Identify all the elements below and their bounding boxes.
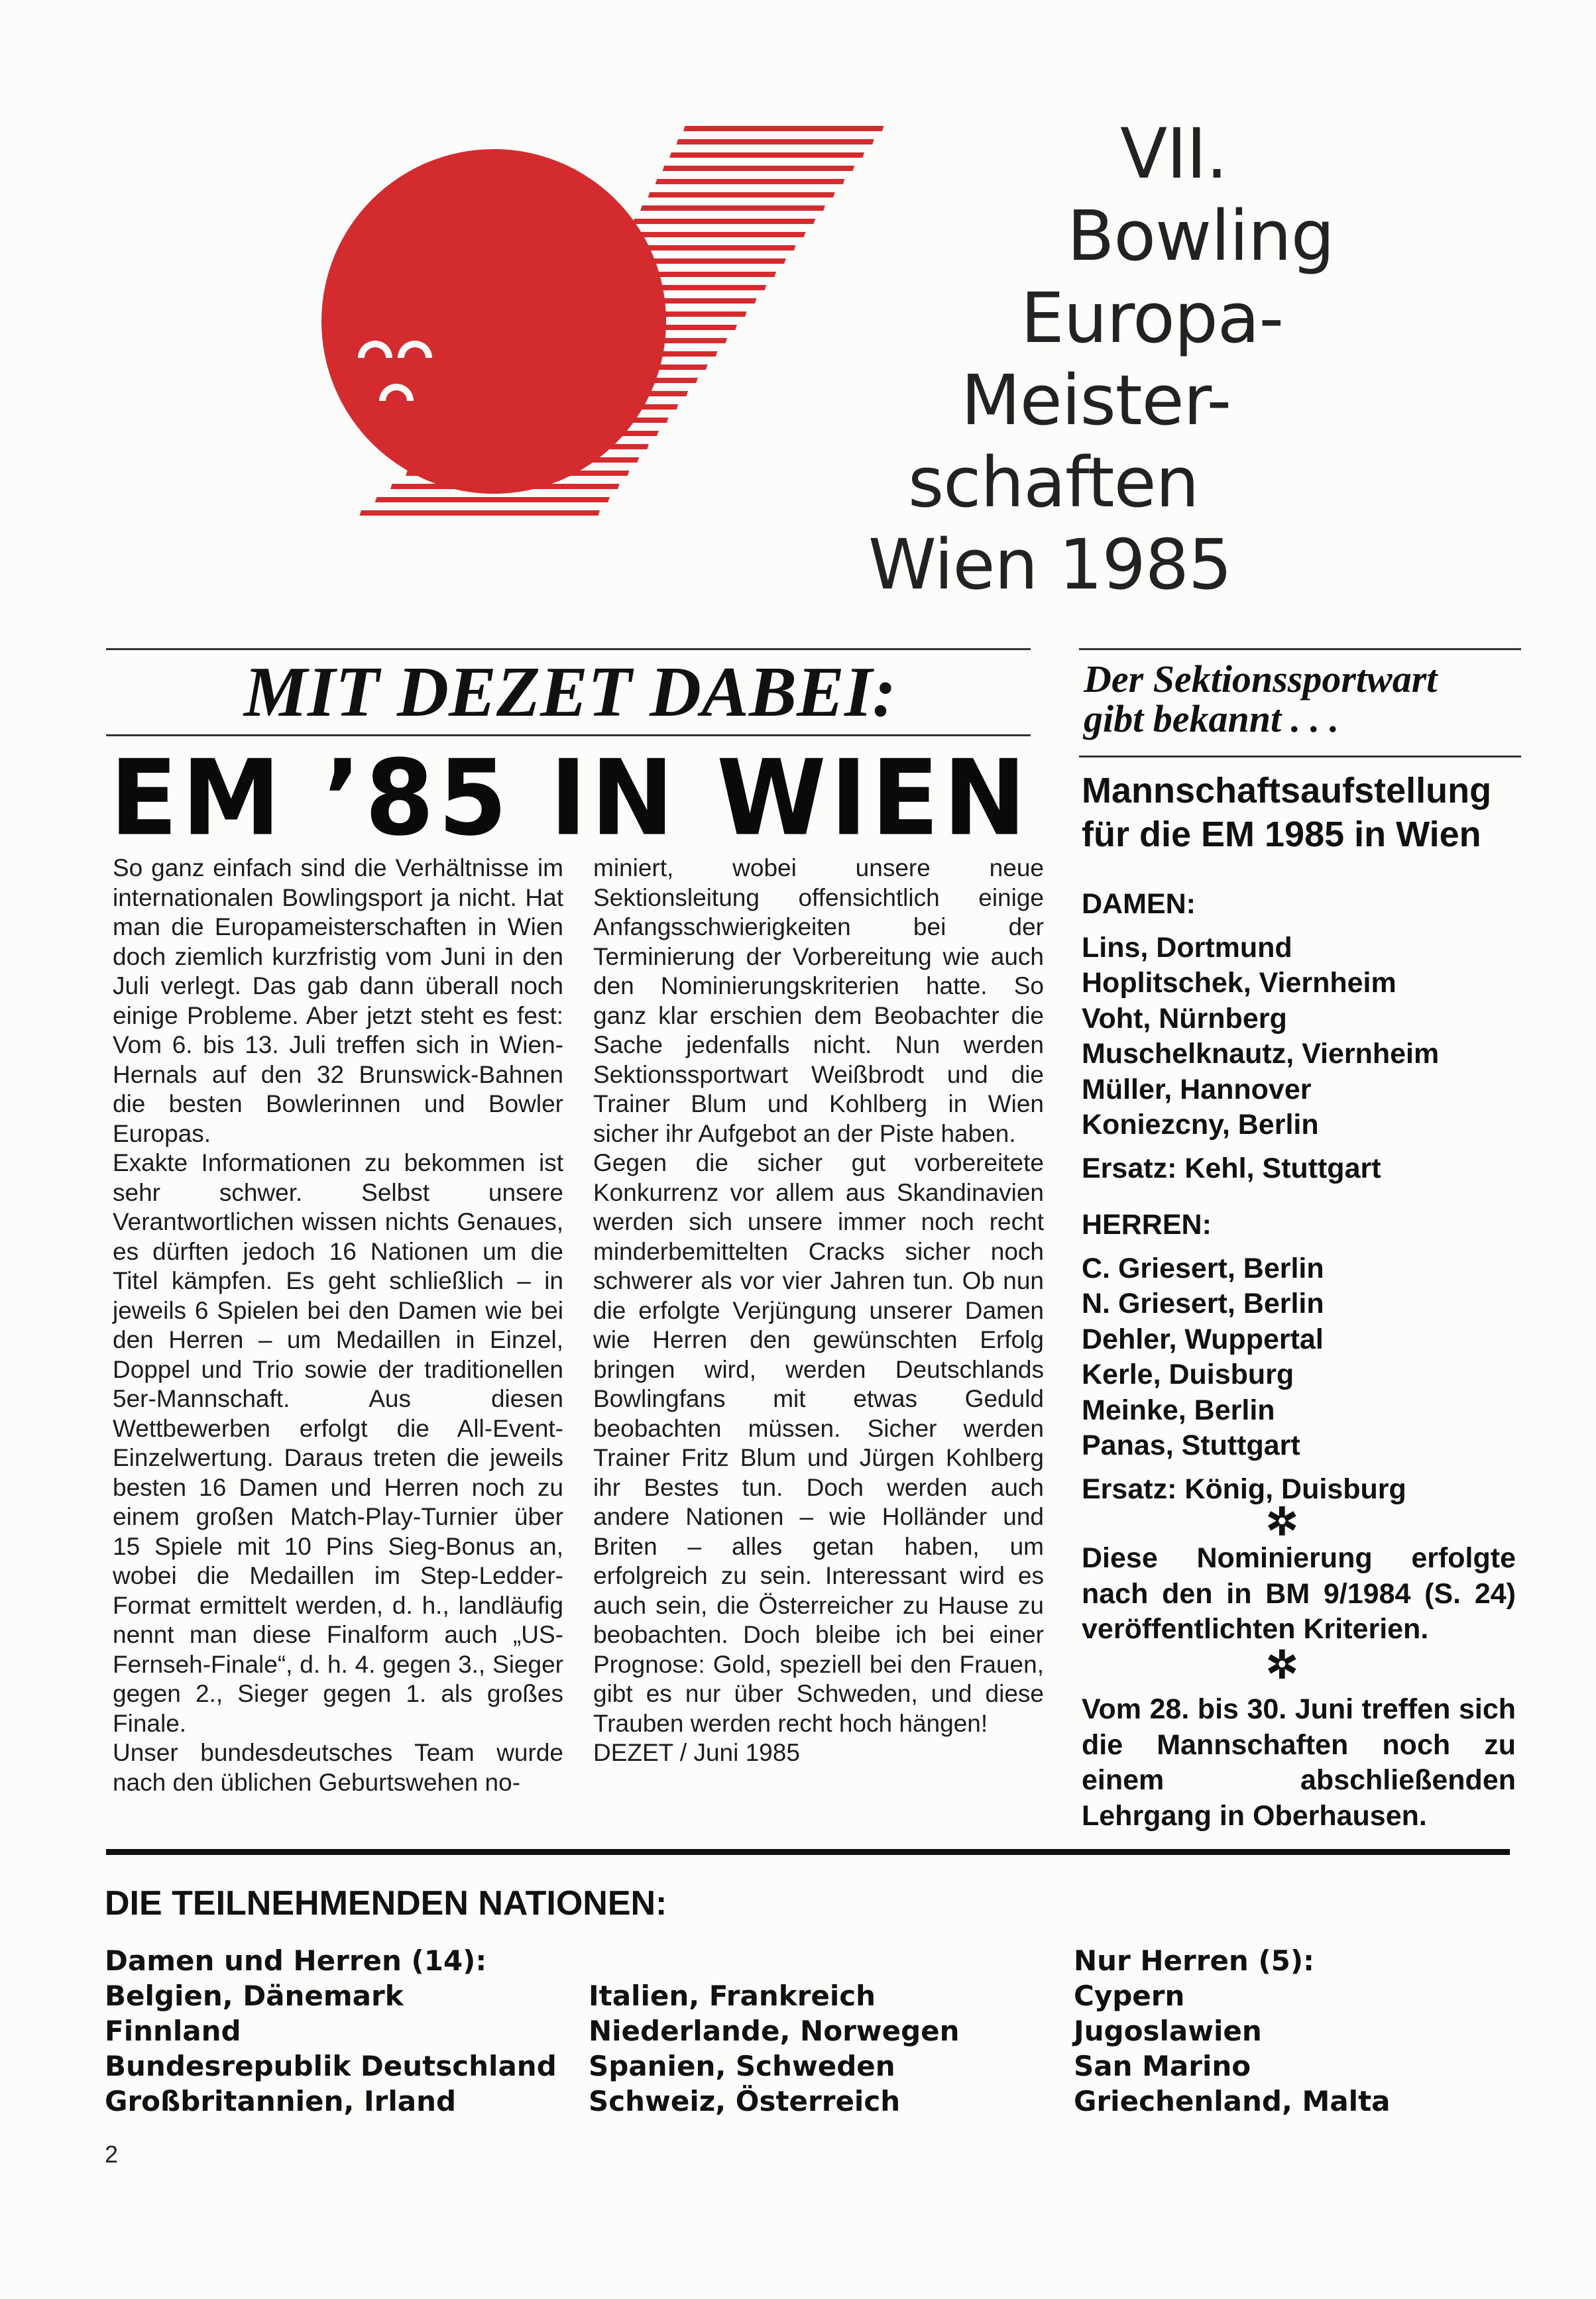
logo-line: VII. bbox=[1120, 113, 1227, 194]
asterisk-icon: ✲ bbox=[1266, 1644, 1298, 1687]
damen-ersatz: Ersatz: Kehl, Stuttgart bbox=[1082, 1152, 1381, 1184]
paragraph: Gegen die sicher gut vorbereitete Konkurrenz vor allem aus Skandinavien werden sich unsere immer noch recht minderbemittelten Cracks sicher noch schwerer als vor vier Jahren tun. Ob nun die erfolgte Verjüngung unserer Damen wie Herren den gewünschten Erfolg bringen wird, werden Deutschlands Bowlingfans mit etwas Geduld beobachten müssen. Sicher werden Trainer Fritz Blum und Jürgen Kohlberg ihr Bestes tun. Doch werden auch andere Nationen – wie Holländer und Briten – alles getan haben, um erfolgreich zu sein. Interessant wird es auch sein, die Österreicher zu Hause zu beobachten. Doch bleibe ich bei einer Prognose: Gold, speziell bei den Frauen, gibt es nur über Schweden, und diese Trauben werden recht hoch hängen! bbox=[593, 1149, 1044, 1737]
nations-item: Belgien, Dänemark bbox=[105, 1980, 404, 2012]
logo-stripe bbox=[683, 126, 884, 131]
logo-stripe bbox=[656, 179, 845, 184]
logo-stripe bbox=[632, 219, 815, 224]
logo-line: schaften bbox=[908, 442, 1199, 523]
list-item: N. Griesert, Berlin bbox=[1082, 1288, 1324, 1319]
damen-label: DAMEN: bbox=[1082, 888, 1196, 920]
herren-list bbox=[1082, 1207, 1546, 1507]
nations-column-1 bbox=[105, 1943, 557, 2119]
sidebar-kicker-line: gibt bekannt . . . bbox=[1084, 697, 1340, 740]
sidebar-kicker-line: Der Sektionssportwart bbox=[1084, 657, 1438, 701]
list-item: Meinke, Berlin bbox=[1082, 1394, 1275, 1426]
logo-title bbox=[868, 113, 1334, 606]
em-logo bbox=[318, 113, 901, 537]
logo-stripe bbox=[648, 192, 835, 197]
paragraph: miniert, wobei unsere neue Sektionsleitung offensichtlich einige Anfangsschwierigkeiten bei der Terminierung der Vorbereitung wie auch den Nominierungskriterien hatte. So ganz klar erschien dem Beobachter die Sache jedenfalls nicht. Nun werden Sektionssportwart Weißbrodt und die Trainer Blum und Kohlberg in Wien sicher ihr Aufgebot an der Piste haben. bbox=[593, 854, 1044, 1147]
list-item: Dehler, Wuppertal bbox=[1082, 1323, 1324, 1355]
list-item: Koniezcny, Berlin bbox=[1082, 1109, 1319, 1141]
list-item: Lins, Dortmund bbox=[1082, 931, 1292, 964]
sidebar-kicker bbox=[1084, 659, 1534, 739]
logo-line: Meister- bbox=[961, 360, 1231, 441]
logo-line: Wien 1985 bbox=[868, 524, 1232, 605]
rule-mid-right bbox=[1079, 756, 1521, 757]
list-item: C. Griesert, Berlin bbox=[1082, 1252, 1324, 1284]
paragraph: So ganz einfach sind die Verhältnisse im internationalen Bowlingsport ja nicht. Hat man die Europameisterschaften in Wien doch ziemlich kurzfristig vom Juni in den Juli verlegt. Das gab dann überall noch einige Probleme. Aber jetzt steht es fest: Vom 6. bis 13. Juli treffen sich in Wien-Hernals auf den 32 Brunswick-Bahnen die besten Bowlerinnen und Bowler Europas. bbox=[113, 854, 563, 1147]
nations-item: Schweiz, Österreich bbox=[589, 2085, 901, 2117]
nations-item: Griechenland, Malta bbox=[1074, 2085, 1391, 2117]
nations-item: Spanien, Schweden bbox=[589, 2050, 895, 2082]
rule-bottom bbox=[106, 1849, 1510, 1855]
damen-list bbox=[1082, 887, 1546, 1186]
rule-top-right bbox=[1079, 648, 1521, 650]
logo-stripe bbox=[375, 497, 610, 502]
article-kicker: MIT DEZET DABEI: bbox=[243, 653, 897, 732]
nations-item: Niederlande, Norwegen bbox=[589, 2015, 960, 2047]
rule-mid-left bbox=[106, 734, 1031, 736]
list-item: Voht, Nürnberg bbox=[1082, 1002, 1287, 1035]
nations-column-3 bbox=[1074, 1943, 1390, 2119]
list-item: Muschelknautz, Viernheim bbox=[1082, 1038, 1440, 1070]
article-column-left bbox=[113, 854, 563, 1797]
list-item: Müller, Hannover bbox=[1082, 1073, 1312, 1105]
nomination-notice: Diese Nominierung erfolgte nach den in BM 9/1984 (S. 24) veröffentlichten Kriterien. bbox=[1082, 1542, 1516, 1645]
page-number: 2 bbox=[105, 2141, 119, 2168]
logo-stripe bbox=[640, 205, 825, 211]
sidebar-title bbox=[1082, 769, 1546, 856]
nations-item: Finnland bbox=[105, 2015, 241, 2047]
article-headline: EM ’85 IN WIEN bbox=[109, 738, 1031, 860]
article-column-middle bbox=[593, 854, 1044, 1768]
rule-top-left bbox=[106, 648, 1031, 650]
sidebar-title-line: Mannschaftsaufstellung bbox=[1082, 771, 1492, 811]
logo-stripe bbox=[677, 139, 874, 144]
nations-item: Großbritannien, Irland bbox=[105, 2085, 457, 2117]
asterisk-icon: ✲ bbox=[1266, 1500, 1298, 1543]
nations-heading: Damen und Herren (14): bbox=[105, 1944, 487, 1977]
nations-item: Jugoslawien bbox=[1074, 2015, 1262, 2047]
nations-item: Bundesrepublik Deutschland bbox=[105, 2050, 557, 2082]
nations-item: Italien, Frankreich bbox=[589, 1980, 876, 2012]
logo-stripe bbox=[359, 510, 600, 516]
nations-item: Cypern bbox=[1074, 1980, 1185, 2012]
article-byline: DEZET / Juni 1985 bbox=[593, 1739, 800, 1766]
training-notice: Vom 28. bis 30. Juni treffen sich die Mannschaften noch zu einem abschließenden Lehrgang in Oberhausen. bbox=[1082, 1693, 1516, 1832]
logo-line: Europa- bbox=[1021, 278, 1283, 359]
nations-title: DIE TEILNEHMENDEN NATIONEN: bbox=[105, 1884, 667, 1923]
sidebar-title-line: für die EM 1985 in Wien bbox=[1082, 814, 1481, 854]
logo-stripe bbox=[669, 152, 864, 158]
herren-ersatz: Ersatz: König, Duisburg bbox=[1082, 1473, 1406, 1505]
paragraph: Exakte Informationen zu bekommen ist sehr schwer. Selbst unsere Verantwortlichen wissen nichts Genaues, es dürften jedoch 16 Nationen um die Titel kämpfen. Es geht schließlich – in jeweils 6 Spielen bei den Damen wie bei den Herren – um Medaillen in Einzel, Doppel und Trio sowie der traditionellen 5er-Mannschaft. Aus diesen Wettbewerben erfolgt die All-Event-Einzelwertung. Daraus treten die jeweils besten 16 Damen und Herren noch zu einem großen Match-Play-Turnier über 15 Spiele mit 10 Pins Sieg-Bonus an, wobei die Medaillen im Step-Ledder-Format ermittelt werden, d. h., landläufig nennt man diese Finalform auch „US-Fernseh-Finale“, d. h. 4. gegen 3., Sieger gegen 2., Sieger gegen 1. als großes Finale. bbox=[113, 1149, 563, 1737]
nations-heading: Nur Herren (5): bbox=[1074, 1944, 1314, 1977]
herren-label: HERREN: bbox=[1082, 1209, 1212, 1241]
list-item: Panas, Stuttgart bbox=[1082, 1430, 1300, 1461]
logo-line: Bowling bbox=[1067, 196, 1334, 276]
paragraph: Unser bundesdeutsches Team wurde nach den üblichen Geburtswehen no- bbox=[113, 1739, 563, 1796]
logo-stripe bbox=[663, 166, 855, 171]
nations-item: San Marino bbox=[1074, 2050, 1251, 2082]
list-item: Hoplitschek, Viernheim bbox=[1082, 967, 1396, 999]
logo-stripe bbox=[624, 232, 805, 237]
nations-column-2 bbox=[589, 1978, 960, 2119]
list-item: Kerle, Duisburg bbox=[1082, 1359, 1294, 1390]
bowling-ball bbox=[321, 149, 666, 494]
